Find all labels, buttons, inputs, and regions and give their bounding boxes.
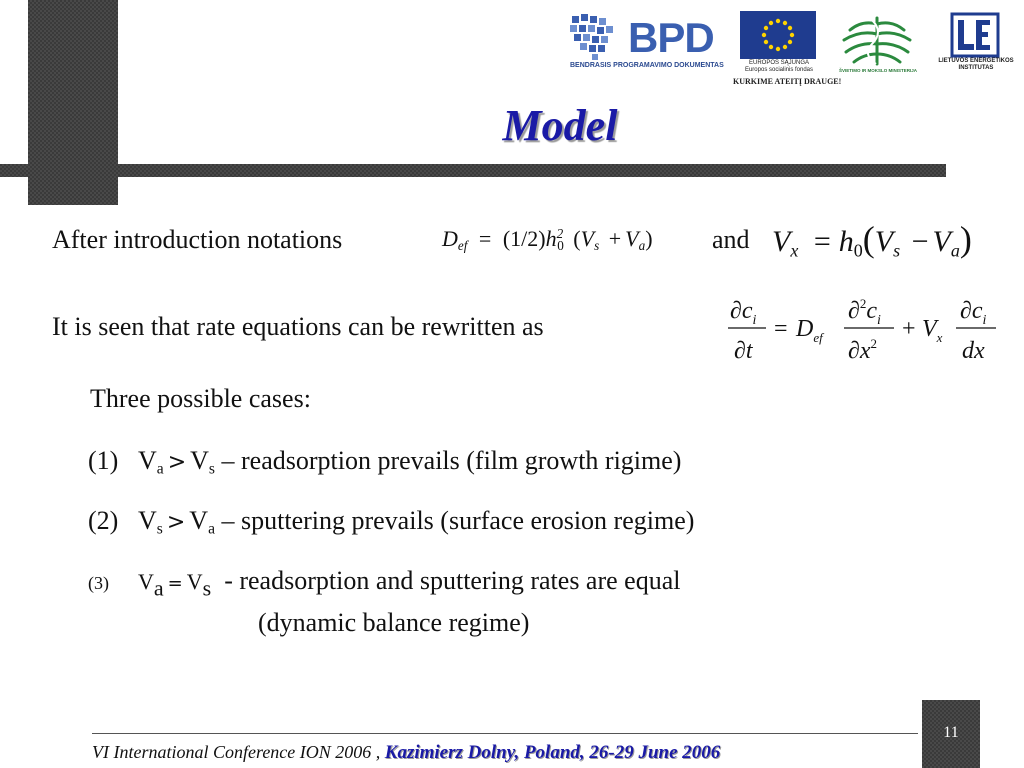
case-operator: > (167, 450, 187, 475)
lei-caption-line1: LIETUVOS ENERGETIKOS (938, 58, 1014, 64)
page-number: 11 (943, 724, 959, 741)
eq1-h: h (545, 226, 557, 251)
eq3-plus: + (902, 316, 916, 342)
case-number: (2) (88, 506, 119, 535)
bpd-wordmark: BPD (628, 14, 714, 61)
eq1-equals: = (478, 226, 492, 251)
case-left-sub: a (153, 575, 164, 601)
eq1-close-paren: ) (645, 226, 653, 251)
eq2-minus: − (911, 225, 929, 258)
eq2-v2: V (932, 225, 951, 258)
footer (92, 742, 720, 764)
footer-location: Kazimierz Dolny, Poland, 26-29 June 2006 (384, 742, 721, 763)
eq2-v1: V (874, 225, 894, 258)
eq1-h-sub: 0 (557, 237, 564, 253)
eq1-lhs-sub: ef (457, 237, 468, 253)
eq1-v1: V (580, 226, 595, 251)
case-description: – sputtering prevails (surface erosion regime) (215, 506, 695, 535)
eq2-h: h (838, 225, 854, 258)
case-item (88, 446, 681, 479)
case-left-v: V (138, 569, 154, 594)
eq1-lhs: D (442, 226, 458, 251)
case-right-v: V (190, 446, 209, 475)
eq2-equals: = (813, 225, 831, 258)
lei-caption (928, 58, 1024, 72)
lei-logo (950, 12, 1000, 58)
cases-heading: Three possible cases: (90, 384, 311, 413)
diffusion-coefficient-equation (442, 226, 653, 254)
eq1-fraction: (1/2) (502, 226, 546, 251)
footer-conference: VI International Conference ION 2006 , (92, 742, 381, 762)
slogan: KURKIME ATEITĮ DRAUGE! (733, 77, 842, 86)
rate-equation-text: It is seen that rate equations can be rewritten as (52, 312, 544, 341)
case-operator: > (166, 510, 186, 535)
case-right-sub: a (208, 520, 215, 538)
eu-caption (733, 60, 825, 74)
eq2-close-paren: ) (959, 219, 972, 259)
case-number: (3) (88, 573, 109, 593)
case-right-sub: s (208, 460, 215, 478)
bpd-logo (566, 10, 732, 76)
case-left-v: V (138, 446, 157, 475)
eq2-v1-sub: s (893, 240, 901, 261)
case-operator: = (167, 573, 183, 594)
case-left-v: V (138, 506, 157, 535)
eq1-open-paren: ( (573, 226, 581, 251)
lithuania-map-icon (566, 10, 626, 62)
eq2-h-sub: 0 (853, 240, 863, 261)
eq1-plus: + (608, 226, 622, 251)
case-number: (1) (88, 446, 119, 475)
case-item (88, 566, 680, 602)
eq2-lhs-sub: x (790, 240, 799, 261)
eq3-equals: = (774, 316, 788, 342)
corner-block (28, 0, 118, 205)
eq1-h-sup: 2 (556, 226, 564, 242)
case-description: - readsorption and sputtering rates are equal (211, 566, 681, 595)
case-right-v: V (186, 569, 203, 594)
and-word: and (712, 225, 750, 254)
eq2-lhs: V (772, 225, 791, 258)
eq2-v2-sub: a (950, 240, 960, 261)
velocity-equation (772, 218, 972, 261)
rate-equation (724, 290, 1004, 370)
top-divider-bar (0, 164, 946, 177)
lei-caption-line2: INSTITUTAS (958, 65, 994, 71)
bpd-caption: BENDRASIS PROGRAMAVIMO DOKUMENTAS (570, 62, 724, 69)
eq3-v: $V_x$ (922, 316, 943, 345)
eu-caption-line1: EUROPOS SĄJUNGA (748, 60, 809, 66)
eu-flag-icon (740, 11, 816, 59)
case-right-v: V (189, 506, 209, 535)
case-item (88, 506, 694, 539)
eq1-v2-sub: a (638, 237, 646, 253)
eq3-den3: dx (962, 338, 985, 364)
eq3-coef: $D_{ef}$ (796, 316, 823, 345)
case-left-sub: s (156, 520, 163, 538)
case-left-sub: a (156, 460, 164, 478)
ministry-caption: ŠVIETIMO IR MOKSLO MINISTERIJA (838, 68, 917, 73)
eq3-num1: $\partial c_i$ (730, 298, 757, 328)
eq3-den1: ∂t (734, 338, 753, 364)
eq3-num3: $\partial c_i$ (960, 298, 987, 328)
intro-text: After introduction notations (52, 225, 343, 254)
eq2-open-paren: ( (862, 219, 875, 259)
footer-divider (92, 733, 918, 734)
slide-title: Model (502, 101, 618, 150)
case-description: – readsorption prevails (film growth rigime) (215, 446, 682, 475)
eq3-den2: $\partial x^2$ (848, 336, 878, 364)
eu-caption-line2: Europos socialinis fondas (744, 67, 814, 73)
case3-continuation: (dynamic balance regime) (258, 608, 530, 637)
eq3-num2: $\partial^2c_i$ (848, 296, 881, 328)
case-right-sub: s (202, 575, 212, 601)
eq1-v2: V (625, 226, 639, 251)
eq1-v1-sub: s (594, 237, 600, 253)
